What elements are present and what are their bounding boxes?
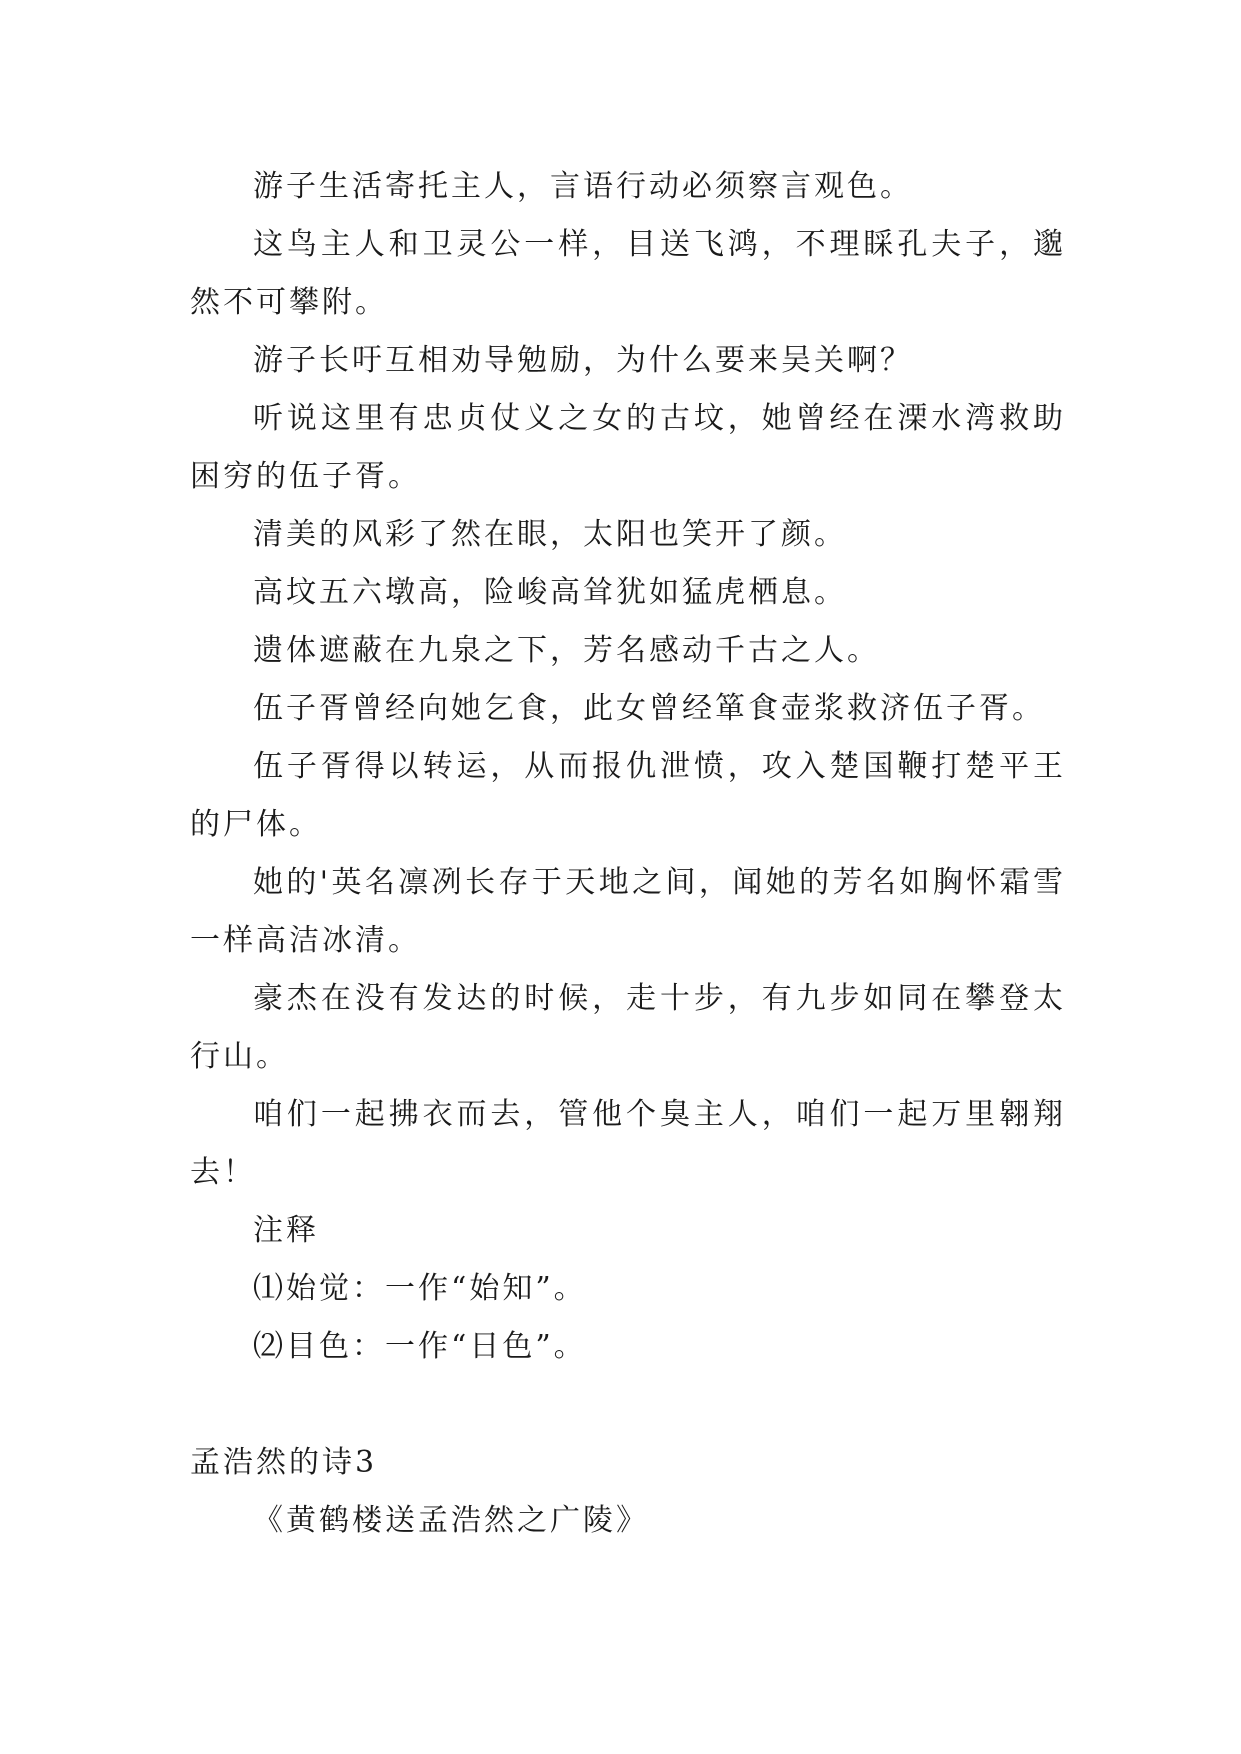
paragraph: 游子长吁互相劝导勉励，为什么要来吴关啊？ bbox=[253, 343, 913, 378]
paragraph: 伍子胥得以转运，从而报仇泄愤，攻入楚国鞭打楚平王的尸体。 bbox=[190, 749, 1066, 842]
poem-title: 《黄鹤楼送孟浩然之广陵》 bbox=[253, 1503, 649, 1538]
paragraph: 伍子胥曾经向她乞食，此女曾经箪食壶浆救济伍子胥。 bbox=[253, 691, 1045, 726]
paragraph: 高坟五六墩高，险峻高耸犹如猛虎栖息。 bbox=[253, 575, 847, 610]
paragraph: 咱们一起拂衣而去，管他个臭主人，咱们一起万里翱翔去！ bbox=[190, 1097, 1066, 1190]
paragraph: 遗体遮蔽在九泉之下，芳名感动千古之人。 bbox=[253, 633, 880, 668]
paragraph: 听说这里有忠贞仗义之女的古坟，她曾经在溧水湾救助困穷的伍子胥。 bbox=[190, 401, 1066, 494]
note-item: ⑵目色：一作“日色”。 bbox=[253, 1329, 587, 1364]
notes-heading: 注释 bbox=[253, 1213, 319, 1248]
paragraph: 豪杰在没有发达的时候，走十步，有九步如同在攀登太行山。 bbox=[190, 981, 1066, 1074]
paragraph: 这鸟主人和卫灵公一样，目送飞鸿，不理睬孔夫子，邈然不可攀附。 bbox=[190, 227, 1066, 320]
note-item: ⑴始觉：一作“始知”。 bbox=[253, 1271, 587, 1306]
document-body bbox=[190, 158, 1066, 1550]
paragraph: 清美的风彩了然在眼，太阳也笑开了颜。 bbox=[253, 517, 847, 552]
section-title: 孟浩然的诗3 bbox=[190, 1445, 378, 1480]
paragraph: 她的'英名凛冽长存于天地之间，闻她的芳名如胸怀霜雪一样高洁冰清。 bbox=[190, 865, 1066, 958]
paragraph: 游子生活寄托主人，言语行动必须察言观色。 bbox=[253, 169, 913, 204]
